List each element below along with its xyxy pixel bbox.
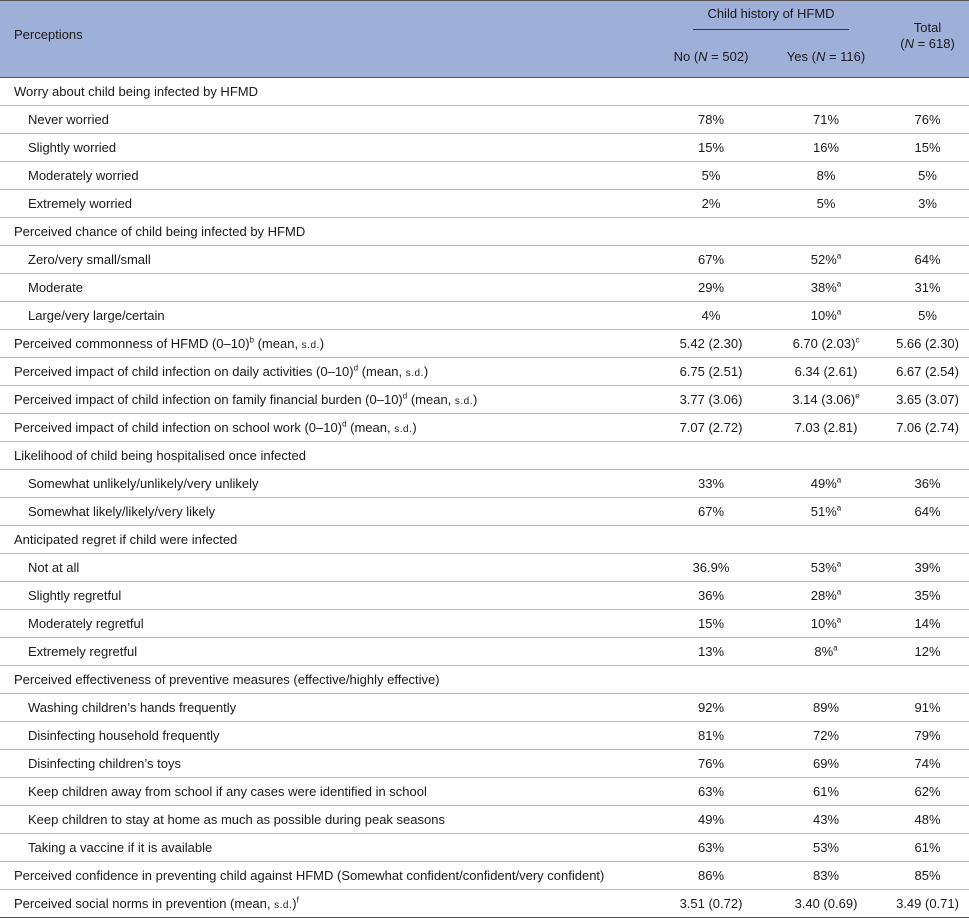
row-label: Taking a vaccine if it is available <box>0 834 656 862</box>
section-header-row <box>0 442 969 470</box>
cell-no: 4% <box>656 302 766 330</box>
table-row <box>0 358 969 386</box>
row-label: Slightly regretful <box>0 582 656 610</box>
section-header-row <box>0 526 969 554</box>
cell-yes: 61% <box>766 778 886 806</box>
cell-yes: 69% <box>766 750 886 778</box>
cell-total: 12% <box>886 638 969 666</box>
cell-no: 86% <box>656 862 766 890</box>
cell-total: 3.65 (3.07) <box>886 386 969 414</box>
table-row <box>0 750 969 778</box>
table-row <box>0 834 969 862</box>
cell-total: 5% <box>886 302 969 330</box>
cell-no: 76% <box>656 750 766 778</box>
cell-no: 15% <box>656 610 766 638</box>
cell-yes: 10%$^a$ <box>766 302 886 330</box>
cell-no: 63% <box>656 778 766 806</box>
header-perceptions: Perceptions <box>0 1 656 78</box>
cell-no: 3.51 (0.72) <box>656 890 766 918</box>
cell-total: 76% <box>886 106 969 134</box>
table-row <box>0 890 969 918</box>
cell-yes: 3.40 (0.69) <box>766 890 886 918</box>
row-label: Keep children away from school if any cases were identified in school <box>0 778 656 806</box>
cell-yes: 72% <box>766 722 886 750</box>
table-row <box>0 554 969 582</box>
row-label: Perceived impact of child infection on school work $(0-10)^d$ (mean, s.d.) <box>0 414 656 442</box>
cell-no: 63% <box>656 834 766 862</box>
cell-total: 7.06 (2.74) <box>886 414 969 442</box>
cell-total: 31% <box>886 274 969 302</box>
table-row <box>0 498 969 526</box>
row-label: Perceived impact of child infection on daily activities $(0-10)^d$ (mean, s.d.) <box>0 358 656 386</box>
cell-total: 62% <box>886 778 969 806</box>
row-label: Slightly worried <box>0 134 656 162</box>
cell-no: 67% <box>656 498 766 526</box>
table-row <box>0 302 969 330</box>
cell-yes: 83% <box>766 862 886 890</box>
cell-yes: 8%$^a$ <box>766 638 886 666</box>
row-label: Disinfecting household frequently <box>0 722 656 750</box>
row-label: Somewhat likely/likely/very likely <box>0 498 656 526</box>
row-label: Disinfecting children’s toys <box>0 750 656 778</box>
table-row <box>0 778 969 806</box>
row-label: Likelihood of child being hospitalised once infected <box>0 442 969 470</box>
cell-total: 91% <box>886 694 969 722</box>
cell-no: 92% <box>656 694 766 722</box>
table-row <box>0 414 969 442</box>
cell-no: 29% <box>656 274 766 302</box>
cell-yes: 3.14 $(3.06)^e$ <box>766 386 886 414</box>
cell-no: 15% <box>656 134 766 162</box>
table-row <box>0 582 969 610</box>
cell-yes: 10%$^a$ <box>766 610 886 638</box>
table-row <box>0 330 969 358</box>
cell-no: 6.75 (2.51) <box>656 358 766 386</box>
cell-yes: 28%$^a$ <box>766 582 886 610</box>
table-row <box>0 106 969 134</box>
row-label: Extremely worried <box>0 190 656 218</box>
cell-yes: 53% <box>766 834 886 862</box>
cell-total: 48% <box>886 806 969 834</box>
cell-no: 7.07 (2.72) <box>656 414 766 442</box>
cell-total: 14% <box>886 610 969 638</box>
cell-no: 36.9% <box>656 554 766 582</box>
cell-no: 81% <box>656 722 766 750</box>
row-label: Never worried <box>0 106 656 134</box>
row-label: Anticipated regret if child were infected <box>0 526 969 554</box>
cell-total: 35% <box>886 582 969 610</box>
row-label: Perceived social norms in prevention (mean, s.d.)$^f$ <box>0 890 656 918</box>
row-label: Washing children’s hands frequently <box>0 694 656 722</box>
row-label: Extremely regretful <box>0 638 656 666</box>
cell-yes: 8% <box>766 162 886 190</box>
row-label: Perceived effectiveness of preventive measures (effective/highly effective) <box>0 666 969 694</box>
row-label: Somewhat unlikely/unlikely/very unlikely <box>0 470 656 498</box>
cell-total: 64% <box>886 498 969 526</box>
table-row <box>0 862 969 890</box>
row-label: Not at all <box>0 554 656 582</box>
cell-total: 85% <box>886 862 969 890</box>
cell-total: 3% <box>886 190 969 218</box>
cell-total: 15% <box>886 134 969 162</box>
cell-yes: 53%$^a$ <box>766 554 886 582</box>
row-label: Perceived impact of child infection on family financial burden $(0-10)^d$ (mean, s.d.) <box>0 386 656 414</box>
table-row <box>0 694 969 722</box>
row-label: Zero/very small/small <box>0 246 656 274</box>
table-row <box>0 722 969 750</box>
cell-no: 67% <box>656 246 766 274</box>
row-label: Moderately worried <box>0 162 656 190</box>
row-label: Worry about child being infected by HFMD <box>0 78 969 106</box>
table-row <box>0 190 969 218</box>
cell-total: 79% <box>886 722 969 750</box>
section-header-row <box>0 218 969 246</box>
cell-yes: 16% <box>766 134 886 162</box>
row-label: Perceived confidence in preventing child against HFMD (Somewhat confident/confident/very confident) <box>0 862 656 890</box>
header-no: No (N = 502) <box>656 35 766 78</box>
cell-total: 64% <box>886 246 969 274</box>
table-row <box>0 162 969 190</box>
row-label: Large/very large/certain <box>0 302 656 330</box>
cell-no: 78% <box>656 106 766 134</box>
cell-yes: 52%$^a$ <box>766 246 886 274</box>
row-label: Perceived chance of child being infected by HFMD <box>0 218 969 246</box>
row-label: Keep children to stay at home as much as possible during peak seasons <box>0 806 656 834</box>
cell-yes: 6.70 $(2.03)^c$ <box>766 330 886 358</box>
table-header <box>0 1 969 78</box>
cell-no: 5.42 (2.30) <box>656 330 766 358</box>
cell-yes: 71% <box>766 106 886 134</box>
cell-yes: 43% <box>766 806 886 834</box>
cell-total: 36% <box>886 470 969 498</box>
cell-no: 13% <box>656 638 766 666</box>
cell-total: 5.66 (2.30) <box>886 330 969 358</box>
cell-yes: 5% <box>766 190 886 218</box>
row-label: Perceived commonness of HFMD $(0-10)^b$ (mean, s.d.) <box>0 330 656 358</box>
section-header-row <box>0 666 969 694</box>
cell-yes: 89% <box>766 694 886 722</box>
row-label: Moderate <box>0 274 656 302</box>
table-row <box>0 246 969 274</box>
cell-total: 74% <box>886 750 969 778</box>
cell-no: 49% <box>656 806 766 834</box>
section-header-row <box>0 78 969 106</box>
cell-no: 2% <box>656 190 766 218</box>
cell-yes: 51%$^a$ <box>766 498 886 526</box>
cell-total: 39% <box>886 554 969 582</box>
cell-yes: 49%$^a$ <box>766 470 886 498</box>
cell-no: 36% <box>656 582 766 610</box>
header-total: Total (N = 618) <box>886 1 969 78</box>
table-body <box>0 78 969 918</box>
row-label: Moderately regretful <box>0 610 656 638</box>
header-yes: Yes (N = 116) <box>766 35 886 78</box>
table-row <box>0 470 969 498</box>
table-row <box>0 274 969 302</box>
cell-no: 5% <box>656 162 766 190</box>
cell-total: 5% <box>886 162 969 190</box>
table-row <box>0 610 969 638</box>
header-child-history-group: Child history of HFMD <box>656 1 886 36</box>
cell-total: 6.67 (2.54) <box>886 358 969 386</box>
cell-yes: 38%$^a$ <box>766 274 886 302</box>
cell-total: 3.49 (0.71) <box>886 890 969 918</box>
cell-total: 61% <box>886 834 969 862</box>
cell-yes: 6.34 (2.61) <box>766 358 886 386</box>
cell-yes: 7.03 (2.81) <box>766 414 886 442</box>
table-row <box>0 806 969 834</box>
table-row <box>0 638 969 666</box>
table-row <box>0 134 969 162</box>
cell-no: 33% <box>656 470 766 498</box>
table-row <box>0 386 969 414</box>
cell-no: 3.77 (3.06) <box>656 386 766 414</box>
